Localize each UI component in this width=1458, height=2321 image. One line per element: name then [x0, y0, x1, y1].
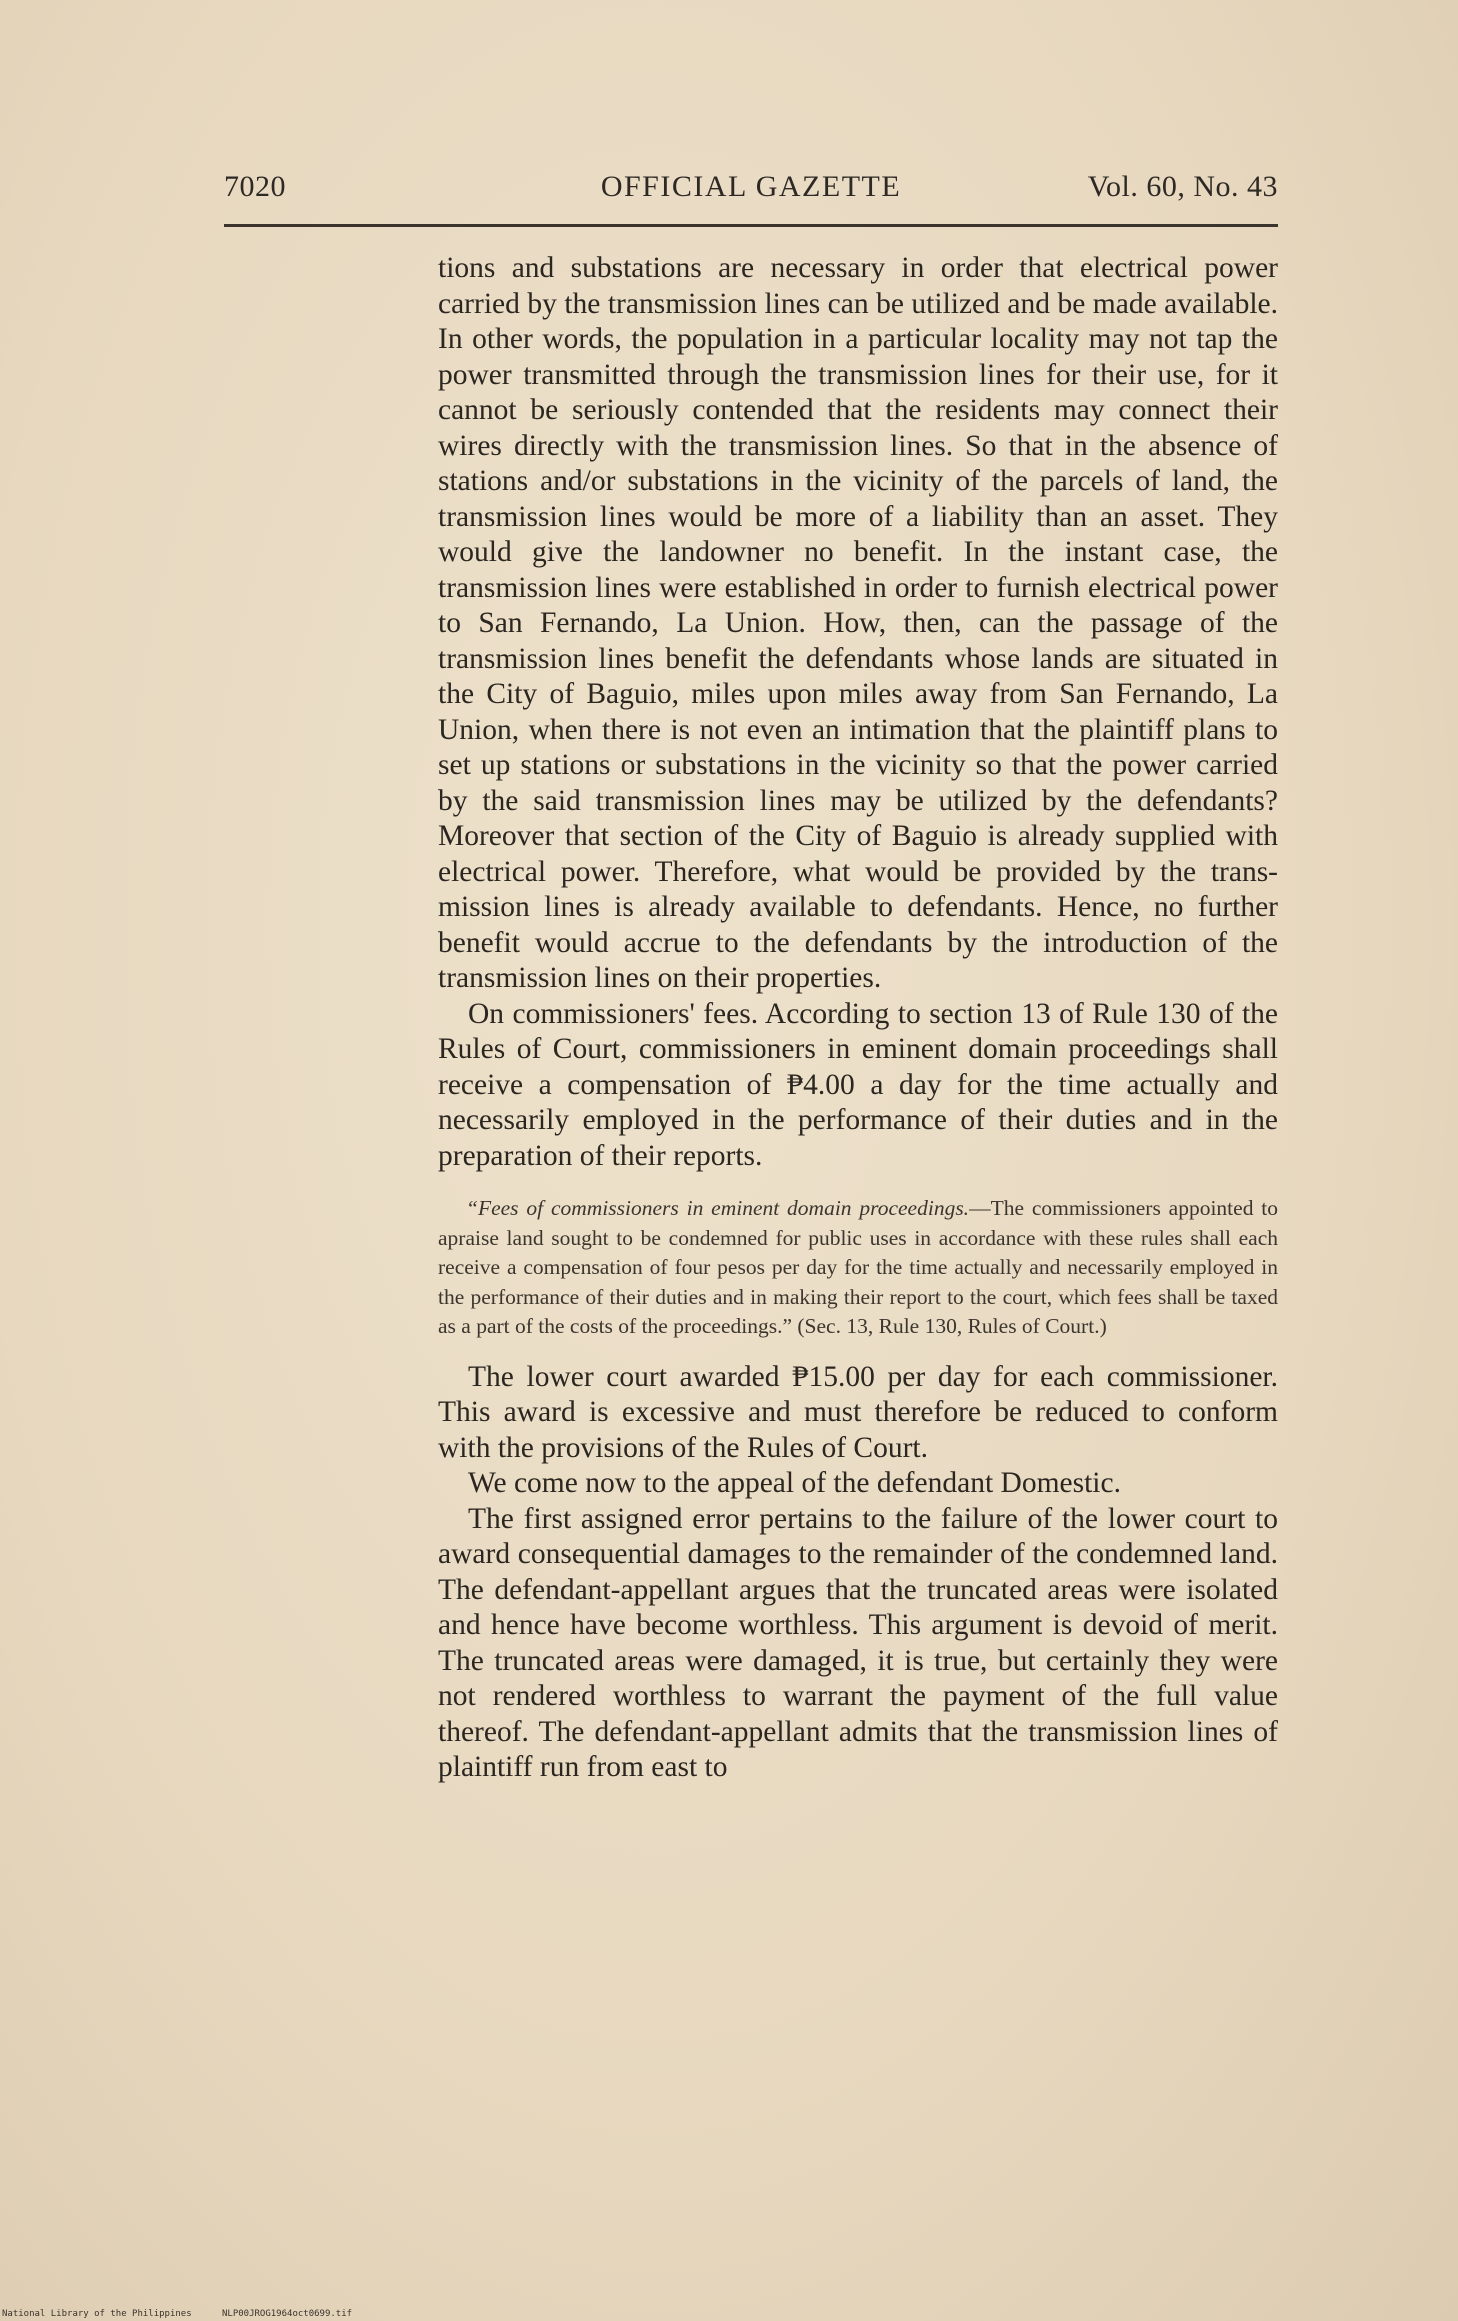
article-body — [438, 251, 1278, 1786]
paragraph-commissioners-fees: On commissioners' fees. According to section 13 of Rule 130 of the Rules of Court, commissioners in eminent domain proceedings shall receive a compensation of ₱4.00 a day for the time actually and necessarily employed in the performance of their duties and in the preparation of their reports. — [438, 997, 1278, 1172]
footer-filename: NLP00JROG1964oct0699.tif — [222, 2309, 353, 2319]
paragraph-transmission-lines: tions and substations are necessary in order that electrical power carried by the transmission lines can be utilized and be made available. In other words, the population in a particular locality may not tap the power transmitted through the transmission lines for their use, for it cannot be seriously contended that the residents may connect their wires directly with the transmission lines. So that in the absence of stations and/or substations in the vicinity of the parcels of land, the transmission lines would be more of a liability than an asset. They would give the landowner no benefit. In the instant case, the transmission lines were established in order to furnish electrical power to San Fernando, La Union. How, then, can the passage of the transmission lines benefit the defendants whose lands are situated in the City of Baguio, miles upon miles away from San Fernando, La Union, when there is not even an intimation that the plaintiff plans to set up stations or substations in the vicinity so that the power carried by the said transmission lines may be utilized by the defendants? Moreover that section of the City of Baguio is already supplied with electrical power. Therefore, what would be provided by the transmission lines is already available to defendants. Hence, no further benefit would accrue to the defendants by the introduction of the transmission lines on their properties. — [438, 252, 1278, 994]
volume-issue: Vol. 60, No. 43 — [1087, 170, 1278, 203]
quoted-rule-text: —The commissioners appointed to apraise land sought to be condemned for public uses in accordance with these rules shall each receive a compensation of four pesos per day for the time actually and necessarily employed in the performance of their duties and in making their report to the court, which fees shall be taxed as a part of the costs of the proceedings.” (Sec. 13, Rule 130, Rules of Court.) — [438, 1196, 1279, 1338]
paragraph-first-error: The first assigned error pertains to the failure of the lower court to award consequential damages to the remainder of the condemned land. The defendant-appellant argues that the truncated areas were isolated and hence have become worthless. This argument is devoid of merit. The truncated areas were damaged, it is true, but certainly they were not rendered worthless to warrant the payment of the full value thereof. The defendant-appellant admits that the transmission lines of plaintiff run from east to — [438, 1502, 1278, 1783]
page-header — [224, 170, 1278, 210]
footer-library-credit: National Library of the Philippines — [2, 2309, 192, 2319]
quoted-rule-title: “Fees of commissioners in eminent domain proceedings. — [466, 1196, 970, 1220]
paragraph-appeal-domestic: We come now to the appeal of the defendant Domestic. — [468, 1467, 1121, 1499]
page-number: 7020 — [224, 170, 286, 203]
quoted-rule — [438, 1194, 1278, 1342]
paragraph-lower-court-award: The lower court awarded ₱15.00 per day for each commissioner. This award is excessive and must therefore be reduced to conform with the provisions of the Rules of Court. — [438, 1360, 1278, 1464]
publication-title: OFFICIAL GAZETTE — [600, 170, 902, 203]
header-rule — [224, 224, 1278, 227]
